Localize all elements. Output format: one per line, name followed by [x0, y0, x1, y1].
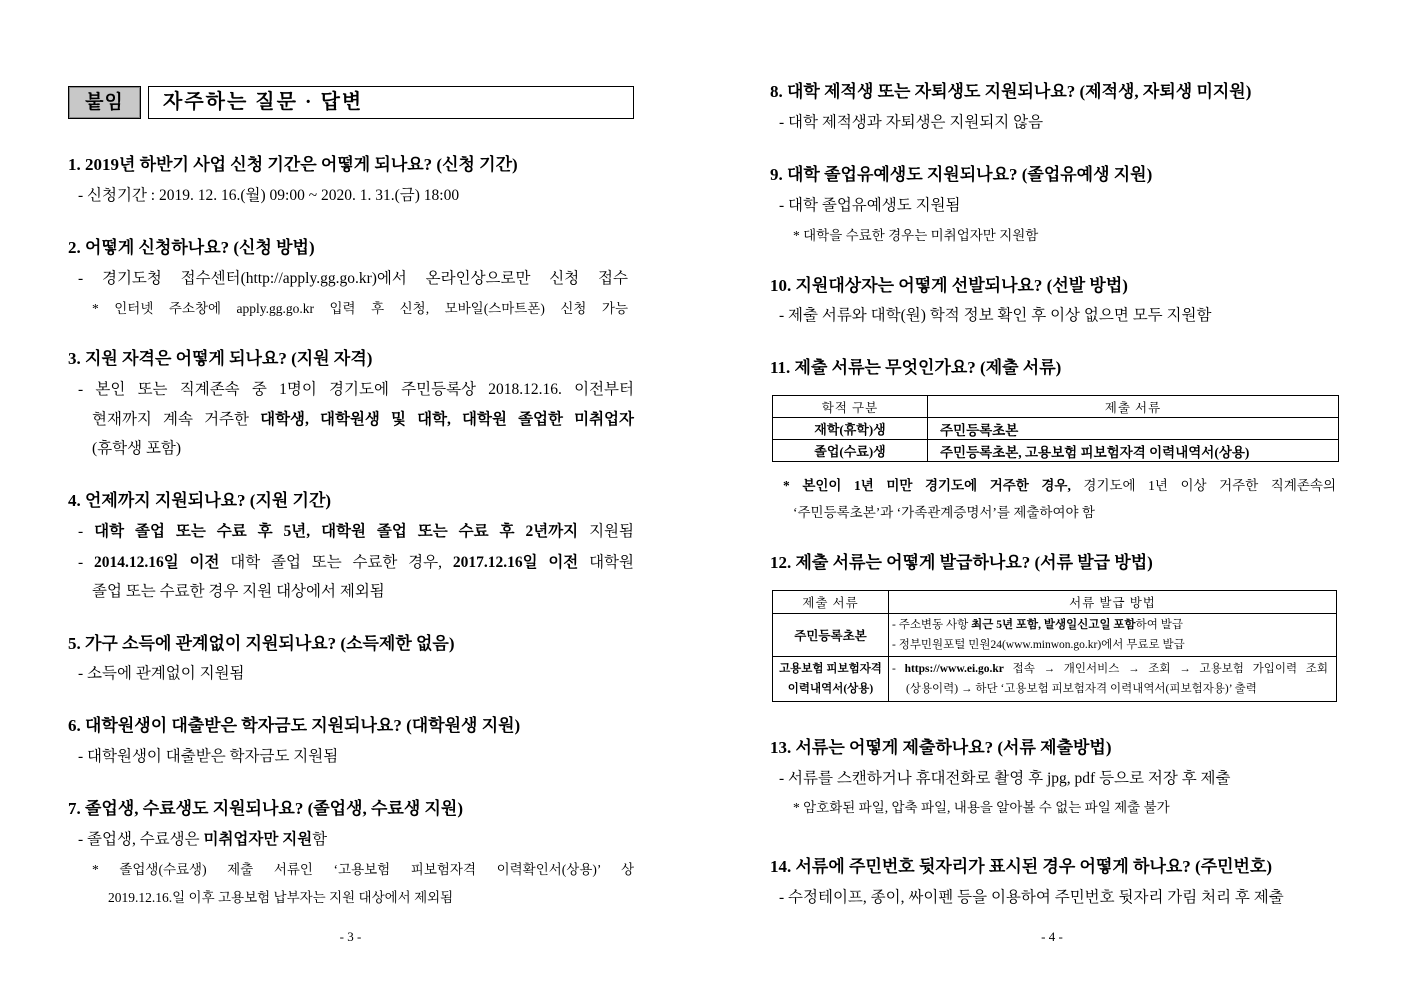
faq-3-question: 3. 지원 자격은 어떻게 되나요? (지원 자격) [68, 349, 373, 368]
faq-1-answer-line-1: - 신청기간 : 2019. 12. 16.(월) 09:00 ~ 2020. 1. 31.(금) 18:00 [78, 187, 460, 204]
document-cell [773, 657, 889, 702]
issuance-method-bullet: - [892, 663, 905, 675]
table-row [773, 657, 1337, 702]
faq-4-answer-line-2-bullet: - [78, 554, 94, 571]
faq-4-answer-line-2-emphasis-1: 2014.12.16일 이전 [93, 554, 220, 571]
faq-3-answer-line-2-emphasis: 대학생, 대학원생 및 대학, 대학원 졸업한 미취업자 [260, 411, 634, 428]
faq-9-note: * 대학을 수료한 경우는 미취업자만 지원함 [793, 228, 1039, 243]
page-number-left: - 3 - [339, 929, 362, 944]
enrollment-status-cell: 졸업(수료)생 [773, 440, 928, 462]
faq-11-note-bullet: * [783, 478, 803, 493]
header-required-documents: 제출 서류 [928, 396, 1339, 418]
faq-4-answer-line-2-emphasis-2: 2017.12.16일 이전 [452, 554, 579, 571]
table-row [773, 418, 1339, 440]
issuance-method-url: https://www.ei.go.kr [904, 663, 1004, 675]
faq-4-answer-line-3: 졸업 또는 수료한 경우 지원 대상에서 제외됨 [92, 583, 385, 600]
document-title-text: 자주하는 질문 · 답변 [163, 91, 364, 113]
faq-12-question: 12. 제출 서류는 어떻게 발급하나요? (서류 발급 방법) [770, 553, 1153, 572]
faq-11-note-text: 경기도에 1년 이상 거주한 직계존속의 [1070, 478, 1336, 493]
faq-7-note-line-1: * 졸업생(수료생) 제출 서류인 ‘고용보험 피보험자격 이력확인서(상용)’ 상 [92, 862, 634, 877]
issuance-method-emphasis: 최근 5년 포함, 발생일신고일 포함 [971, 619, 1136, 631]
faq-4-answer-line-2 [78, 552, 634, 574]
required-documents-cell: 주민등록초본, 고용보험 피보험자격 이력내역서(상용) [928, 440, 1339, 462]
faq-5-question: 5. 가구 소득에 관계없이 지원되나요? (소득제한 없음) [68, 634, 455, 653]
faq-3-answer-line-3: (휴학생 포함) [92, 440, 182, 457]
table-row [773, 440, 1339, 462]
faq-5-answer-line-1: - 소득에 관계없이 지원됨 [78, 665, 245, 682]
faq-3-answer-line-2 [92, 409, 634, 431]
faq-4-answer-line-2-text-2: 대학원 [578, 554, 634, 571]
header-issuance-method: 서류 발급 방법 [889, 591, 1337, 614]
table-row [773, 614, 1337, 657]
faq-6-question: 6. 대학원생이 대출받은 학자금도 지원되나요? (대학원생 지원) [68, 716, 521, 735]
issuance-method-line-1 [889, 659, 1336, 679]
faq-7-answer-line-1 [78, 829, 327, 851]
table-header-row [773, 591, 1337, 614]
page-number-right: - 4 - [1041, 929, 1063, 944]
faq-3-answer-line-2-text: 현재까지 계속 거주한 [92, 411, 261, 428]
document-name-line-1: 고용보험 피보험자격 [779, 663, 882, 675]
issuance-method-cell [889, 657, 1337, 702]
faq-8-question: 8. 대학 제적생 또는 자퇴생도 지원되나요? (제적생, 자퇴생 미지원) [770, 82, 1252, 101]
faq-13-question: 13. 서류는 어떻게 제출하나요? (서류 제출방법) [770, 738, 1112, 757]
faq-6-answer-line-1: - 대학원생이 대출받은 학자금도 지원됨 [78, 748, 339, 765]
faq-7-answer-line-1-text-2: 함 [312, 831, 328, 848]
issuance-method-line-2: - 정부민원포털 민원24(www.minwon.go.kr)에서 무료로 발급 [892, 639, 1185, 651]
faq-13-note: * 암호화된 파일, 압축 파일, 내용을 알아볼 수 없는 파일 제출 불가 [793, 800, 1170, 815]
faq-4-answer-line-1-bullet: - [78, 523, 95, 540]
header-document: 제출 서류 [773, 591, 889, 614]
issuance-method-text-1: - 주소변동 사항 [892, 619, 972, 631]
faq-4-answer-line-2-text-1: 대학 졸업 또는 수료한 경우, [219, 554, 453, 571]
faq-10-question: 10. 지원대상자는 어떻게 선발되나요? (선발 방법) [770, 276, 1128, 295]
faq-11-question: 11. 제출 서류는 무엇인가요? (제출 서류) [770, 358, 1062, 377]
faq-9-question: 9. 대학 졸업유예생도 지원되나요? (졸업유예생 지원) [770, 165, 1153, 184]
faq-4-answer-line-1 [78, 521, 634, 543]
faq-2-question: 2. 어떻게 신청하나요? (신청 방법) [68, 238, 315, 257]
faq-7-answer-line-1-text-1: - 졸업생, 수료생은 [78, 831, 204, 848]
header-enrollment-status: 학적 구분 [773, 396, 928, 418]
page-4 [701, 0, 1403, 992]
issuance-method-cell [889, 614, 1337, 657]
attachment-label: 붙임 [68, 86, 141, 119]
faq-8-answer-line-1: - 대학 제적생과 자퇴생은 지원되지 않음 [779, 114, 1044, 131]
faq-11-note-line-2: ‘주민등록초본’과 ‘가족관계증명서’를 제출하여야 함 [793, 505, 1095, 520]
faq-14-answer-line-1: - 수정테이프, 종이, 싸이펜 등을 이용하여 주민번호 뒷자리 가림 처리 후 제출 [779, 889, 1284, 906]
enrollment-status-cell: 재학(휴학)생 [773, 418, 928, 440]
document-issuance-table [772, 590, 1337, 702]
faq-14-question: 14. 서류에 주민번호 뒷자리가 표시된 경우 어떻게 하나요? (주민번호) [770, 857, 1273, 876]
issuance-method-steps: 접속 → 개인서비스 → 조회 → 고용보험 가입이력 조회 [1003, 663, 1328, 675]
faq-11-note-line-1 [783, 475, 1336, 497]
faq-2-answer-line-1: - 경기도청 접수센터(http://apply.gg.go.kr)에서 온라인상으로만 신청 접수 [78, 270, 628, 287]
faq-1-question: 1. 2019년 하반기 사업 신청 기간은 어떻게 되나요? (신청 기간) [68, 155, 518, 174]
page-3 [0, 0, 701, 992]
document-cell: 주민등록초본 [773, 614, 889, 657]
faq-7-answer-line-1-emphasis: 미취업자만 지원 [203, 831, 313, 848]
faq-7-note-line-2: 2019.12.16.일 이후 고용보험 납부자는 지원 대상에서 제외됨 [108, 890, 454, 905]
issuance-method-line-2: (상용이력) → 하단 ‘고용보험 피보험자격 이력내역서(피보험자용)’ 출력 [906, 683, 1257, 695]
faq-9-answer-line-1: - 대학 졸업유예생도 지원됨 [779, 197, 961, 214]
faq-4-answer-line-1-emphasis: 대학 졸업 또는 수료 후 5년, 대학원 졸업 또는 수료 후 2년까지 [94, 523, 579, 540]
faq-13-answer-line-1: - 서류를 스캔하거나 휴대전화로 촬영 후 jpg, pdf 등으로 저장 후 제출 [779, 770, 1231, 787]
required-documents-table [772, 395, 1339, 462]
table-header-row [773, 396, 1339, 418]
required-documents-cell: 주민등록초본 [928, 418, 1339, 440]
faq-4-question: 4. 언제까지 지원되나요? (지원 기간) [68, 491, 332, 510]
faq-3-answer-line-1: - 본인 또는 직계존속 중 1명이 경기도에 주민등록상 2018.12.16. 이전부터 [78, 381, 634, 398]
document-name-line-2: 이력내역서(상용) [787, 683, 874, 695]
faq-2-note: * 인터넷 주소창에 apply.gg.go.kr 입력 후 신청, 모바일(스마트폰) 신청 가능 [92, 301, 628, 316]
faq-4-answer-line-1-text: 지원됨 [578, 523, 634, 540]
faq-11-note-emphasis: 본인이 1년 미만 경기도에 거주한 경우, [802, 478, 1071, 493]
issuance-method-line-1 [889, 615, 1336, 635]
issuance-method-text-2: 하여 발급 [1135, 619, 1183, 631]
faq-7-question: 7. 졸업생, 수료생도 지원되나요? (졸업생, 수료생 지원) [68, 799, 464, 818]
faq-10-answer-line-1: - 제출 서류와 대학(원) 학적 정보 확인 후 이상 없으면 모두 지원함 [779, 307, 1212, 324]
document-title [148, 86, 634, 119]
